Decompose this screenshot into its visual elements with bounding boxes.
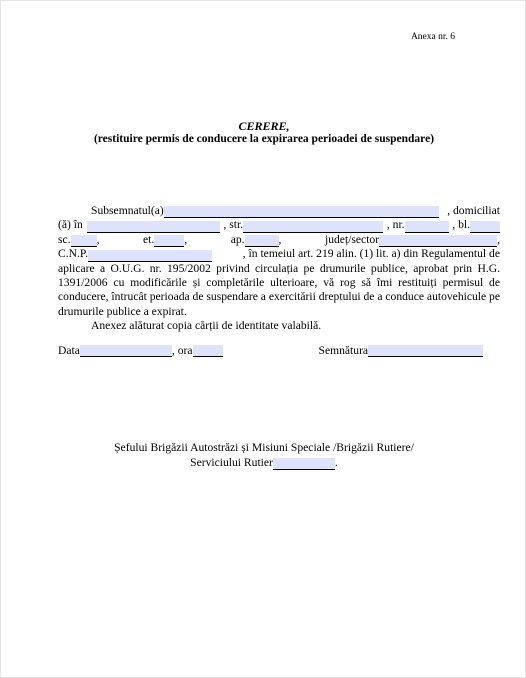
- name-field[interactable]: [164, 206, 439, 218]
- label-ap: ap.: [230, 232, 245, 246]
- block-field[interactable]: [470, 221, 500, 233]
- label-sc: sc.: [58, 232, 71, 246]
- annex-number: Anexa nr. 6: [410, 32, 455, 42]
- label-str: , str.: [223, 218, 244, 232]
- footer-period: .: [334, 455, 338, 469]
- service-field[interactable]: [273, 458, 335, 470]
- number-field[interactable]: [405, 221, 449, 233]
- document-subtitle: (restituire permis de conducere la expirarea perioadei de suspendare): [93, 133, 435, 145]
- label-cnp: C.N.P.: [58, 247, 88, 261]
- date-field[interactable]: [80, 345, 172, 357]
- line-cnp: [58, 247, 500, 261]
- cnp-field[interactable]: [88, 250, 212, 262]
- floor-field[interactable]: [154, 235, 184, 247]
- request-body: [58, 204, 500, 334]
- county-field[interactable]: [379, 235, 497, 247]
- label-semnatura: Semnătura: [318, 344, 369, 357]
- line-address: [58, 218, 500, 232]
- apartment-field[interactable]: [245, 235, 279, 247]
- label-judet: județ/sector: [324, 232, 380, 246]
- annex-statement: Anexez alăturat copia cărții de identitate valabilă.: [91, 319, 322, 333]
- label-in: (ă) în: [58, 218, 83, 232]
- addressee-line-1: Șefului Brigăzii Autostrăzi și Misiuni Speciale /Brigăzii Rutiere/: [114, 441, 414, 454]
- date-signature-row: [58, 344, 498, 357]
- label-et: et.: [143, 232, 155, 246]
- line-building: [58, 233, 500, 247]
- street-field[interactable]: [243, 221, 383, 233]
- label-data: Data: [58, 344, 80, 357]
- label-serviciul: Serviciului Rutier: [190, 455, 273, 469]
- time-field[interactable]: [193, 345, 223, 357]
- line-name: [58, 204, 500, 218]
- locality-field[interactable]: [87, 221, 220, 233]
- label-ora: , ora: [171, 344, 193, 357]
- label-subsemnatul: Subsemnatul(a): [91, 204, 164, 217]
- label-domiciliat: , domiciliat: [447, 204, 500, 217]
- document-title: CERERE,: [238, 119, 290, 133]
- comma-after-ap: ,: [278, 232, 282, 246]
- comma-after-et: ,: [184, 232, 188, 246]
- comma-after-sc: ,: [96, 232, 100, 246]
- comma-after-judet: ,: [497, 232, 500, 246]
- signature-field[interactable]: [368, 345, 483, 357]
- staircase-field[interactable]: [71, 235, 97, 247]
- label-bl: , bl.: [452, 218, 470, 232]
- label-nr: , nr.: [386, 218, 405, 232]
- request-paragraph: aplicare a O.U.G. nr. 195/2002 privind circulația pe drumurile publice, aprobat prin H.G. 1391/2006 cu modificările și completările ulterioare, vă rog să îmi restituiți permisul de conducere, întrucât perioada de suspendare a exercitării dreptului de a conduce autovehicule pe drumurile publice a expirat.: [58, 261, 500, 318]
- addressee-line-2: [1, 456, 526, 471]
- label-temeiul: , în temeiul art. 219 alin. (1) lit. a) din Regulamentul de: [242, 247, 500, 261]
- addressee-block: [1, 441, 526, 470]
